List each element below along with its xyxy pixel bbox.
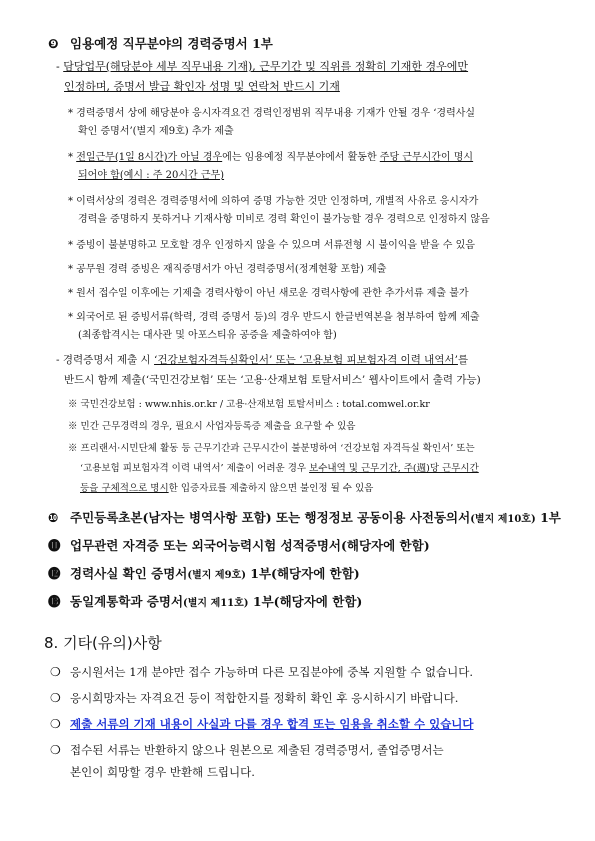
- notice-3: [50, 716, 474, 732]
- item-9-heading: [48, 34, 273, 52]
- circle-bullet-icon: ❍: [50, 743, 61, 757]
- star-note-2-text: 에는 임용예정 직무분야에서 활동한: [222, 152, 380, 163]
- notice-4-text: 접수된 서류는 반환하지 않으나 원본으로 제출된 경력증명서, 졸업증명서는: [70, 743, 444, 757]
- star-note-1-line-1: * 경력증명서 상에 해당분야 응시자격요건 경력인정범위 직무내용 기재가 안될 경우 ‘경력사실: [68, 108, 476, 119]
- star-note-2-underlined-b: 주당 근무시간이 명시: [379, 152, 474, 163]
- reference-note-3-underlined-a: 보수내역 및 근무기간, 주(週)당 근무시간: [309, 463, 479, 474]
- item-9-title: 임용예정 직무분야의 경력증명서 1부: [70, 36, 273, 51]
- item-10-count: 1부: [535, 510, 561, 525]
- star-note-6: * 원서 접수일 이후에는 기제출 경력사항이 아닌 새로운 경력사항에 관한 추가서류 제출 불가: [68, 288, 469, 299]
- notice-4-line-2: 본인이 희망할 경우 반환해 드립니다.: [70, 765, 255, 779]
- star-note-7-line-1: * 외국어로 된 증빙서류(학력, 경력 증명서 등)의 경우 반드시 한글번역본을 첨부하여 함께 제출: [68, 312, 480, 323]
- notice-2-text: 응시희망자는 자격요건 등이 적합한지를 정확히 확인 후 응시하시기 바랍니다.: [70, 691, 459, 705]
- item-10-form-ref: (별지 제10호): [470, 514, 536, 525]
- notice-2: [50, 690, 458, 706]
- circle-bullet-icon: ❍: [50, 665, 61, 679]
- item-13-count: 1부(해당자에 한함): [248, 594, 363, 609]
- reference-note-3-line-1: ※ 프리랜서·시민단체 활동 등 근무기간과 근무시간이 불분명하여 ‘건강보험 자격득실 확인서’ 또는: [68, 443, 475, 454]
- item-13-heading: [48, 592, 362, 610]
- item-9-dash-1-line-2: 인정하며, 증명서 발급 확인자 성명 및 연락처 반드시 기재: [64, 80, 340, 93]
- item-10-title: 주민등록초본(남자는 병역사항 포함) 또는 행정정보 공동이용 사전동의서: [70, 510, 471, 525]
- star-note-7-line-2: (최종합격시는 대사관 및 아포스티유 공증을 제출하여야 함): [78, 330, 337, 341]
- item-13-form-ref: (별지 제11호): [183, 598, 249, 609]
- reference-note-2: ※ 민간 근무경력의 경우, 필요시 사업자등록증 제출을 요구할 수 있음: [68, 421, 356, 432]
- item-12-heading: [48, 564, 360, 582]
- star-note-3-line-1: * 이력서상의 경력은 경력증명서에 의하여 증명 가능한 것만 인정하며, 개별적 사유로 응시자가: [68, 196, 479, 207]
- star-prefix: *: [68, 152, 77, 163]
- section-8-title: 8. 기타(유의)사항: [44, 634, 162, 652]
- star-note-3-line-2: 경력을 증명하지 못하거나 기재사항 미비로 경력 확인이 불가능할 경우 경력으로 인정하지 않음: [78, 214, 490, 225]
- item-11-title: 업무관련 자격증 또는 외국어능력시험 성적증명서(해당자에 한함): [70, 538, 430, 553]
- star-note-2-line-2: 되어야 함(예시 : 주 20시간 근무): [78, 170, 225, 181]
- dash-2-text-b: 를: [457, 354, 469, 366]
- item-13-title: 동일계통학과 증명서: [70, 594, 184, 609]
- notice-1-text: 응시원서는 1개 분야만 접수 가능하며 다른 모집분야에 중복 지원할 수 없습니다.: [70, 665, 474, 679]
- reference-note-1: ※ 국민건강보험 : www.nhis.or.kr / 고용·산재보험 토탈서비스 : total.comwel.or.kr: [68, 399, 430, 410]
- item-10-heading: [48, 508, 561, 526]
- circle-bullet-icon: ❍: [50, 717, 61, 731]
- dash-1-underlined-text: 담당업무(해당분야 세부 직무내용 기재), 근무기간 및 직위를 정확히 기재한 경우에만: [63, 60, 469, 73]
- item-9-number: ❾: [48, 36, 59, 51]
- item-12-number: ⓬: [48, 566, 61, 581]
- notice-4-line-1: [50, 742, 444, 758]
- item-11-heading: [48, 536, 430, 554]
- notice-1: [50, 664, 473, 680]
- star-note-5: * 공무원 경력 증빙은 재직증명서가 아닌 경력증명서(정계현황 포함) 제출: [68, 264, 387, 275]
- reference-note-3-tail: 한 입증자료를 제출하지 않으면 불인정 될 수 있음: [168, 483, 374, 494]
- item-9-dash-2-line-2: 반드시 함께 제출(‘국민건강보험’ 또는 ‘고용·산재보험 토탈서비스’ 웹사이트에서 출력 가능): [64, 374, 481, 386]
- dash-2-text-a: - 경력증명서 제출 시: [56, 354, 155, 366]
- item-13-number: ⓭: [48, 594, 61, 609]
- star-note-2-underlined-a: 전일근무(1일 8시간)가 아닐 경우: [76, 152, 223, 163]
- reference-note-3-line-2: [80, 460, 479, 474]
- dash-2-underlined: ‘건강보험자격득실확인서’ 또는 ‘고용보험 피보험자격 이력 내역서’: [154, 354, 458, 366]
- reference-note-3-text: ‘고용보험 피보험자격 이력 내역서’ 제출이 어려운 경우: [80, 463, 310, 474]
- item-10-number: ❿: [48, 510, 59, 525]
- dash-prefix: -: [56, 60, 64, 73]
- item-12-title: 경력사실 확인 증명서: [70, 566, 188, 581]
- item-12-form-ref: (별지 제9호): [187, 570, 246, 581]
- reference-note-3-line-3: [80, 480, 373, 494]
- item-11-number: ⓫: [48, 538, 61, 553]
- circle-bullet-icon: ❍: [50, 691, 61, 705]
- item-9-dash-1-line-1: [56, 58, 468, 74]
- notice-3-text: 제출 서류의 기재 내용이 사실과 다를 경우 합격 또는 임용을 취소할 수 있습니다: [70, 717, 474, 731]
- star-note-1-line-2: 확인 증명서’(별지 제9호) 추가 제출: [78, 126, 234, 137]
- item-9-dash-2-line-1: [56, 352, 468, 367]
- reference-note-3-underlined-b: 등을 구체적으로 명시: [80, 483, 169, 494]
- star-note-2-line-1: [68, 148, 473, 163]
- star-note-4: * 증빙이 불분명하고 모호할 경우 인정하지 않을 수 있으며 서류전형 시 불이익을 받을 수 있음: [68, 240, 475, 251]
- item-12-count: 1부(해당자에 한함): [245, 566, 360, 581]
